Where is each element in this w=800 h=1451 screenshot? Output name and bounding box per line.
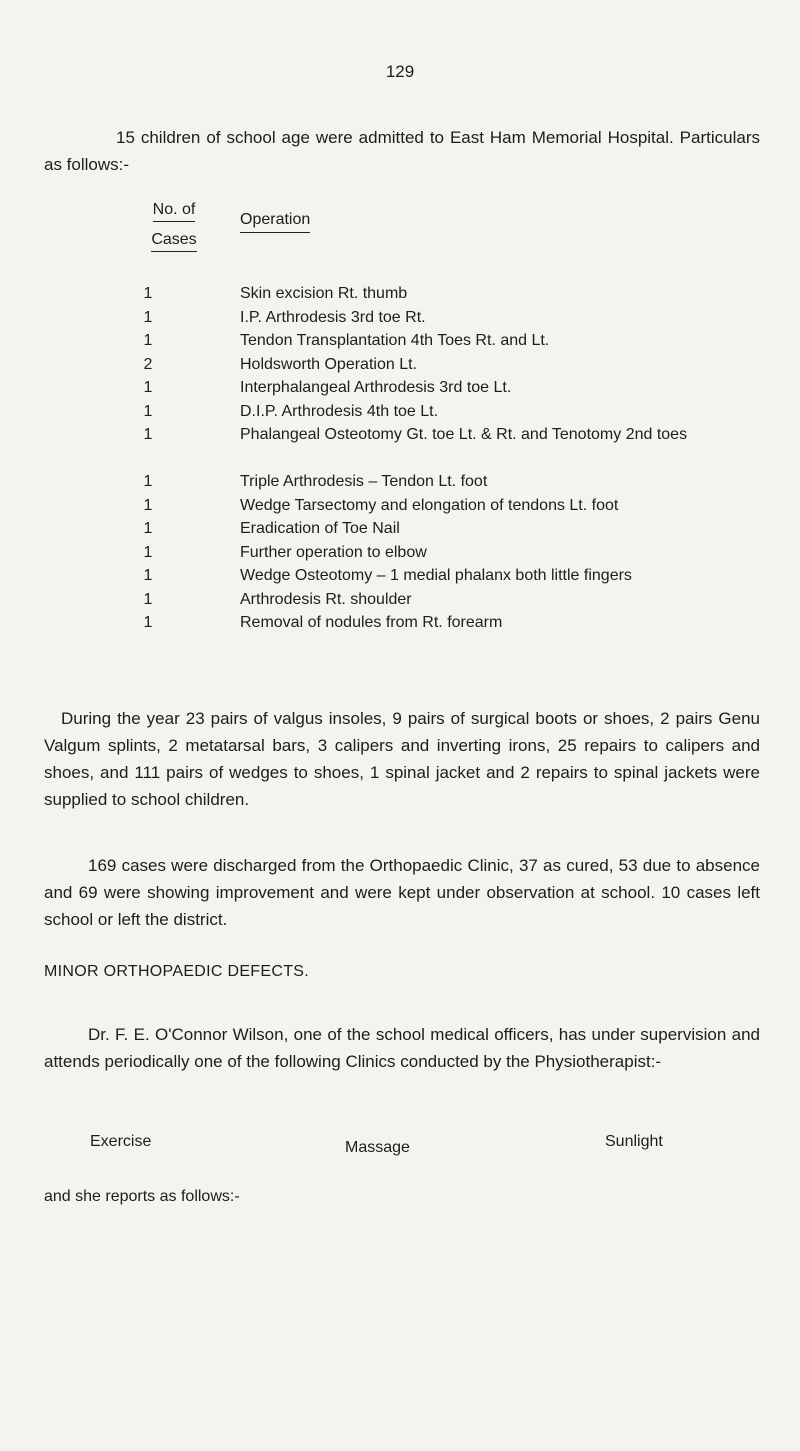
clinic-massage: Massage	[345, 1139, 410, 1156]
table-row	[0, 282, 800, 306]
appliances-paragraph: During the year 23 pairs of valgus insoles, 9 pairs of surgical boots or shoes, 2 pairs Genu Valgum splints, 2 metatarsal bars, 3 calipers and inverting irons, 25 repairs to calipers and shoes, and 111 pairs of wedges to shoes, 1 spinal jacket and 2 repairs to spinal jackets were supplied to school children.	[44, 709, 760, 809]
operation-description: I.P. Arthrodesis 3rd toe Rt.	[240, 308, 426, 326]
operation-description: Skin excision Rt. thumb	[240, 285, 408, 302]
case-count: 1	[143, 567, 153, 584]
operation-description: Phalangeal Osteotomy Gt. toe Lt. & Rt. and Tenotomy 2nd toes	[240, 426, 688, 443]
table-row	[0, 588, 800, 612]
column-header-cases-line1: No. of	[153, 200, 196, 222]
table-row	[0, 541, 800, 565]
case-count: 1	[143, 402, 153, 420]
intro-paragraph: 15 children of school age were admitted to East Ham Memorial Hospital. Particulars as follows:-	[44, 128, 760, 174]
operation-description: Arthrodesis Rt. shoulder	[240, 590, 412, 608]
table-row	[0, 306, 800, 330]
supervision-paragraph: Dr. F. E. O'Connor Wilson, one of the school medical officers, has under supervision and attends periodically one of the following Clinics conducted by the Physiotherapist:-	[44, 1025, 760, 1071]
table-row	[0, 611, 800, 635]
operation-description: Further operation to elbow	[240, 543, 427, 561]
case-count: 1	[143, 308, 153, 326]
column-header-operation-label: Operation	[240, 210, 310, 233]
case-count: 1	[143, 379, 153, 396]
table-row	[0, 353, 800, 377]
operation-description: D.I.P. Arthrodesis 4th toe Lt.	[240, 402, 439, 420]
case-count: 1	[143, 590, 153, 608]
table-row	[0, 400, 800, 424]
operation-description: Interphalangeal Arthrodesis 3rd toe Lt.	[240, 379, 512, 396]
case-count: 1	[143, 543, 153, 561]
case-count: 1	[143, 332, 153, 349]
operation-description: Removal of nodules from Rt. forearm	[240, 614, 503, 631]
clinic-sunlight: Sunlight	[605, 1133, 663, 1150]
column-header-operation	[236, 210, 540, 233]
operation-description: Wedge Tarsectomy and elongation of tendons Lt. foot	[240, 496, 619, 514]
case-count: 1	[143, 520, 153, 537]
column-header-cases-line2: Cases	[151, 230, 196, 252]
section-heading: MINOR ORTHOPAEDIC DEFECTS.	[44, 963, 310, 980]
closing-line: and she reports as follows:-	[44, 1188, 240, 1205]
case-count: 2	[143, 355, 153, 373]
case-count: 1	[143, 426, 153, 443]
operation-description: Wedge Osteotomy – 1 medial phalanx both little fingers	[240, 567, 632, 584]
case-count: 1	[143, 496, 153, 514]
operation-description: Tendon Transplantation 4th Toes Rt. and Lt.	[240, 332, 550, 349]
operations-table	[0, 282, 800, 635]
table-row	[0, 494, 800, 518]
page-number: 129	[385, 62, 415, 81]
operation-description: Holdsworth Operation Lt.	[240, 355, 417, 373]
table-row	[0, 376, 800, 400]
table-row	[0, 329, 800, 353]
clinic-exercise: Exercise	[90, 1133, 152, 1150]
case-count: 1	[143, 614, 153, 631]
case-count: 1	[143, 285, 153, 302]
discharged-paragraph: 169 cases were discharged from the Orthopaedic Clinic, 37 as cured, 53 due to absence and 69 were showing improvement and were kept under observation at school. 10 cases left school or left the district.	[44, 856, 760, 929]
operation-description: Triple Arthrodesis – Tendon Lt. foot	[240, 473, 488, 490]
table-row	[0, 564, 800, 588]
column-header-cases	[138, 200, 210, 252]
table-row	[0, 423, 800, 470]
operation-description: Eradication of Toe Nail	[240, 520, 400, 537]
table-row	[0, 470, 800, 494]
case-count: 1	[143, 473, 153, 490]
table-row	[0, 517, 800, 541]
